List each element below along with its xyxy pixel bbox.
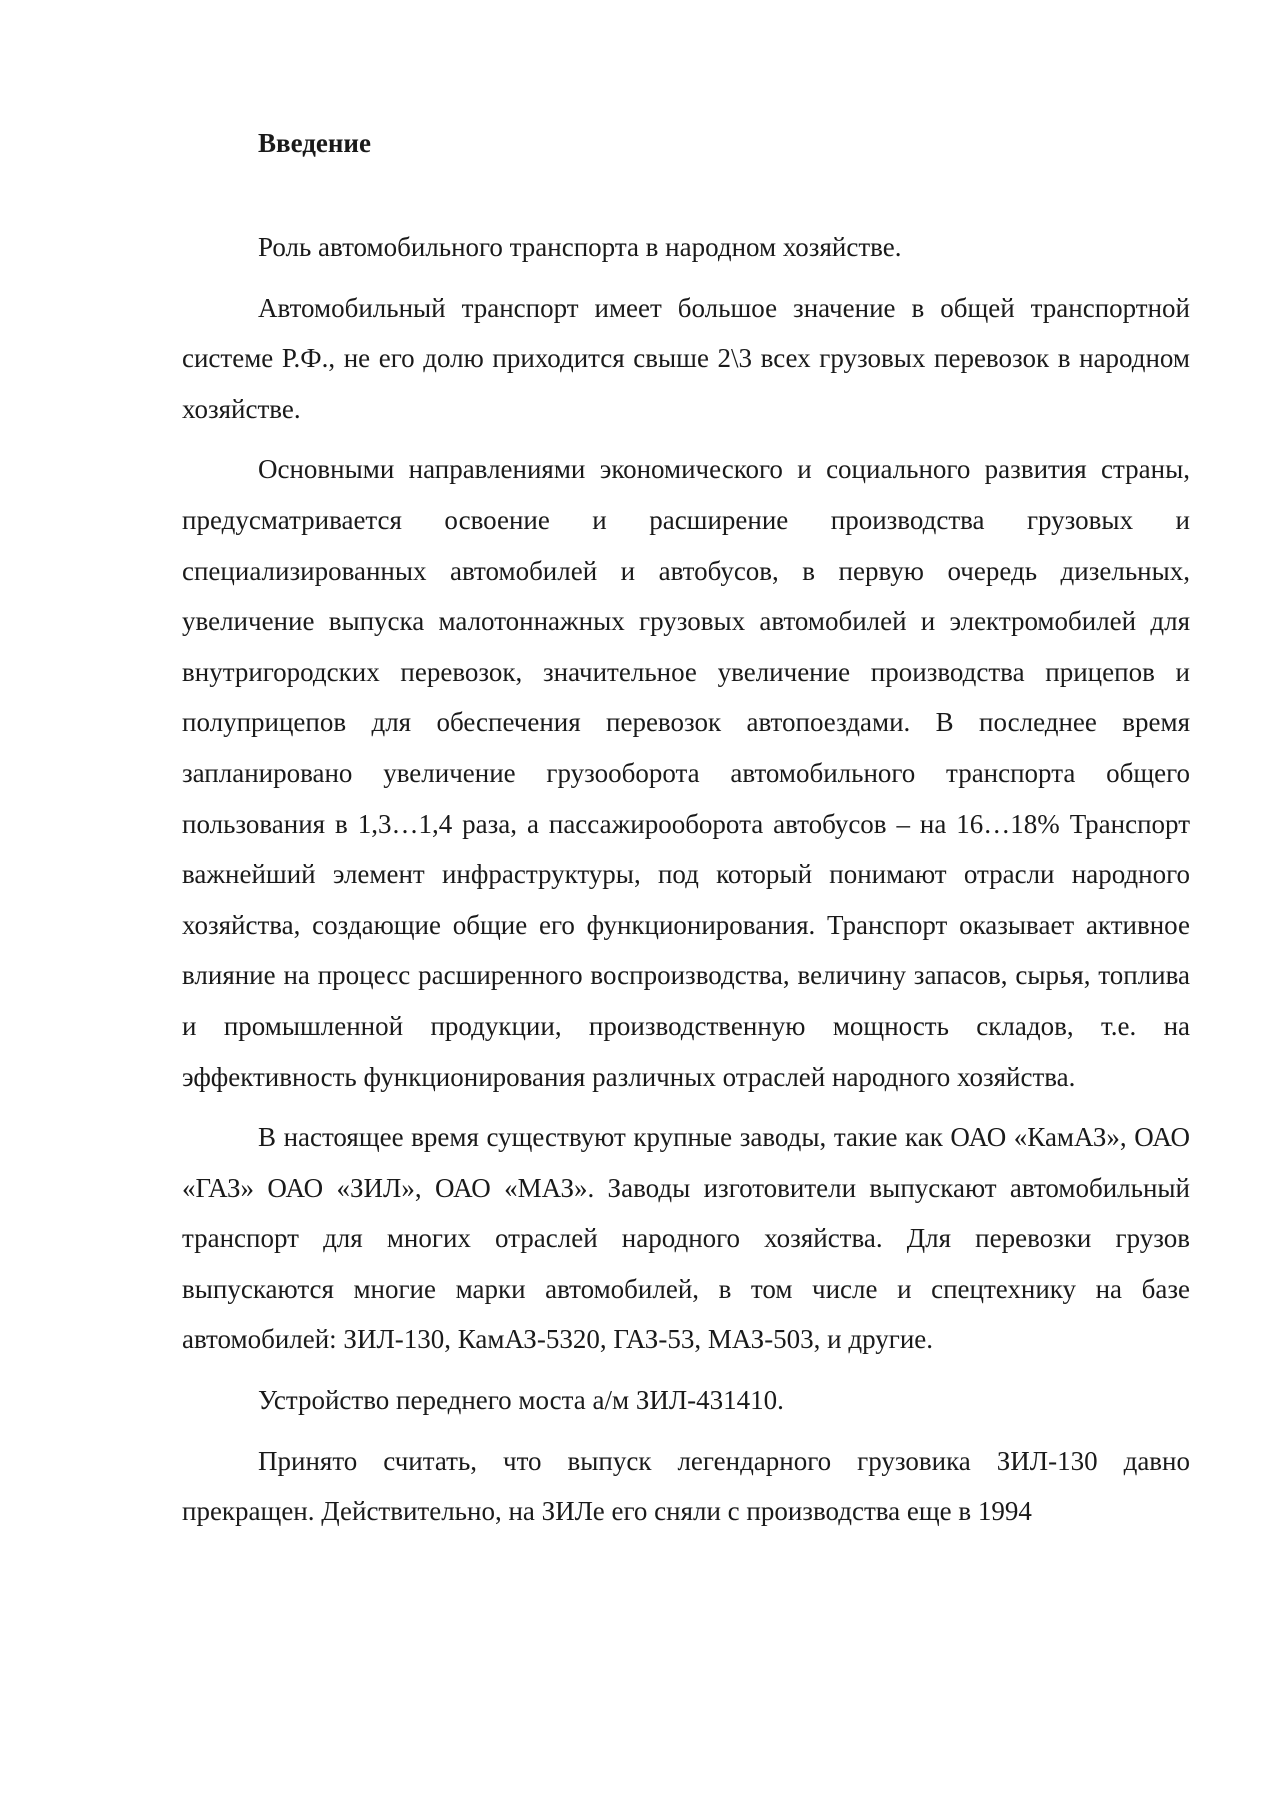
paragraph-front-axle-title: Устройство переднего моста а/м ЗИЛ-431410. xyxy=(258,1385,784,1416)
document-body xyxy=(182,118,1190,1537)
paragraph-manufacturers: В настоящее время существуют крупные заводы, такие как ОАО «КамАЗ», ОАО «ГАЗ» ОАО «ЗИЛ», ОАО «МАЗ». Заводы изготовители выпускают автомобильный транспорт для многих отраслей народного хозяйства. Для перевозки грузов выпускаются многие марки автомобилей, в том числе и спецтехнику на базе автомобилей: ЗИЛ-130, КамАЗ-5320, ГАЗ-53, МАЗ-503, и другие. xyxy=(182,1122,1190,1355)
section-heading: Введение xyxy=(258,128,371,158)
paragraph-development-directions: Основными направлениями экономического и социального развития страны, предусматривается освоение и расширение производства грузовых и специализированных автомобилей и автобусов, в первую очередь дизельных, увеличение выпуска малотоннажных грузовых автомобилей и электромобилей для внутригородских перевозок, значительное увеличение производства прицепов и полуприцепов для обеспечения перевозок автопоездами. В последнее время запланировано увеличение грузооборота автомобильного транспорта общего пользования в 1,3…1,4 раза, а пассажирооборота автобусов – на 16…18% Транспорт важнейший элемент инфраструктуры, под который понимают отрасли народного хозяйства, создающие общие его функционирования. Транспорт оказывает активное влияние на процесс расширенного воспроизводства, величину запасов, сырья, топлива и промышленной продукции, производственную мощность складов, т.е. на эффективность функционирования различных отраслей народного хозяйства. xyxy=(182,454,1190,1092)
paragraph-zil-history: Принято считать, что выпуск легендарного грузовика ЗИЛ-130 давно прекращен. Действительно, на ЗИЛе его сняли с производства еще в 1994 xyxy=(182,1445,1190,1527)
paragraph-role-title: Роль автомобильного транспорта в народном хозяйстве. xyxy=(258,232,902,262)
heading-spacer xyxy=(182,168,1190,222)
paragraph-transport-share: Автомобильный транспорт имеет большое значение в общей транспортной системе Р.Ф., не его долю приходится свыше 2\3 всех грузовых перевозок в народном хозяйстве. xyxy=(182,292,1190,424)
